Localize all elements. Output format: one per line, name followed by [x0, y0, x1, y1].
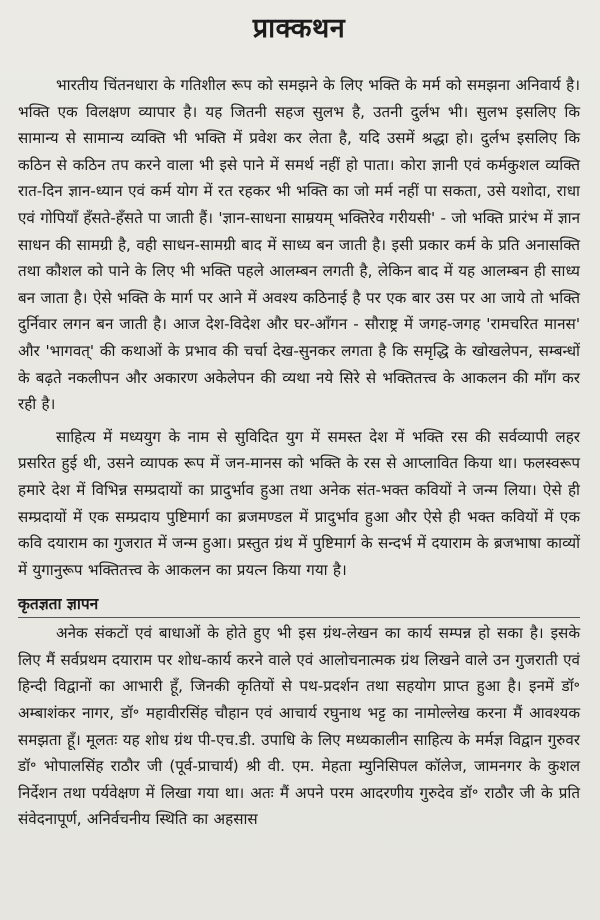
paragraph-3: अनेक संकटों एवं बाधाओं के होते हुए भी इस ग्रंथ-लेखन का कार्य सम्पन्न हो सका है। इसके लिए मैं सर्वप्रथम दयाराम पर शोध-कार्य करने वाले एवं आलोचनात्मक ग्रंथ लिखने वाले उन गुजराती एवं हिन्दी विद्वानों का आभारी हूँ, जिनकी कृतियों से पथ-प्रदर्शन तथा सहयोग प्राप्त हुआ है। इनमें डॉ॰ अम्बाशंकर नागर, डॉ॰ महावीरसिंह चौहान एवं आचार्य रघुनाथ भट्ट का नामोल्लेख करना मैं आवश्यक समझता हूँ। मूलतः यह शोध ग्रंथ पी-एच.डी. उपाधि के लिए मध्यकालीन साहित्य के मर्मज्ञ विद्वान गुरुवर डॉ॰ भोपालसिंह राठौर जी (पूर्व-प्राचार्य) श्री वी. एम. मेहता म्युनिसिपल कॉलेज, जामनगर के कुशल निर्देशन तथा पर्यवेक्षण में लिखा गया था। अतः मैं अपने परम आदरणीय गुरुदेव डॉ॰ राठौर जी के प्रति संवेदनापूर्ण, अनिर्वचनीय स्थिति का अहसास [18, 624, 580, 829]
section-divider [18, 617, 580, 618]
paragraph-2: साहित्य में मध्ययुग के नाम से सुविदित युग में समस्त देश में भक्ति रस की सर्वव्यापी लहर प्रसरित हुई थी, उसने व्यापक रूप में जन-मानस को भक्ति के रस से आप्लावित किया था। फलस्वरूप हमारे देश में विभिन्न सम्प्रदायों का प्रादुर्भाव हुआ तथा अनेक संत-भक्त कवियों ने जन्म लिया। ऐसे ही सम्प्रदायों में एक सम्प्रदाय पुष्टिमार्ग का ब्रजमण्डल में प्रादुर्भाव हुआ और ऐसे ही भक्त कवियों में एक कवि दयाराम का गुजरात में जन्म हुआ। प्रस्तुत ग्रंथ में पुष्टिमार्ग के सन्दर्भ में दयाराम के ब्रजभाषा काव्यों में युगानुरूप भक्तितत्त्व के आकलन का प्रयत्न किया गया है। [18, 427, 580, 579]
paragraph-1: भारतीय चिंतनधारा के गतिशील रूप को समझने के लिए भक्ति के मर्म को समझना अनिवार्य है। भक्ति एक विलक्षण व्यापार है। यह जितनी सहज सुलभ है, उतनी दुर्लभ भी। सुलभ इसलिए कि सामान्य से सामान्य व्यक्ति भी भक्ति में प्रवेश कर लेता है, यदि उसमें श्रद्धा हो। दुर्लभ इसलिए कि कठिन से कठिन तप करने वाला भी इसे पाने में समर्थ नहीं हो पाता। कोरा ज्ञानी एवं कर्मकुशल व्यक्ति रात-दिन ज्ञान-ध्यान एवं कर्म योग में रत रहकर भी भक्ति का जो मर्म नहीं पा सकता, उसे यशोदा, राधा एवं गोपियाँ हँसते-हँसते पा जाती हैं। 'ज्ञान-साधना साम्रयम् भक्तिरेव गरीयसी' - जो भक्ति प्रारंभ में ज्ञान साधन की सामग्री है, वही साधन-सामग्री बाद में साध्य बन जाती है। इसी प्रकार कर्म के प्रति अनासक्ति तथा कौशल को पाने के लिए भी भक्ति पहले आलम्बन लगती है, लेकिन बाद में यह आलम्बन ही साध्य बन जाता है। ऐसे भक्ति के मार्ग पर आने में अवश्य कठिनाई है पर एक बार उस पर आ जाये तो भक्ति दुर्निवार लगन बन जाती है। आज देश-विदेश और घर-आँगन - सौराष्ट्र में जगह-जगह 'रामचरित मानस' और 'भागवत्' की कथाओं के प्रभाव की चर्चा देख-सुनकर लगता है कि समृद्धि के खोखलेपन, सम्बन्धों के बढ़ते नकलीपन और अकारण अकेलेपन की व्यथा नये सिरे से भक्तितत्त्व के आकलन की माँग कर रही है। [18, 76, 580, 414]
section-heading: कृतज्ञता ज्ञापन [18, 595, 99, 614]
page-title: प्राक्कथन [252, 13, 346, 44]
